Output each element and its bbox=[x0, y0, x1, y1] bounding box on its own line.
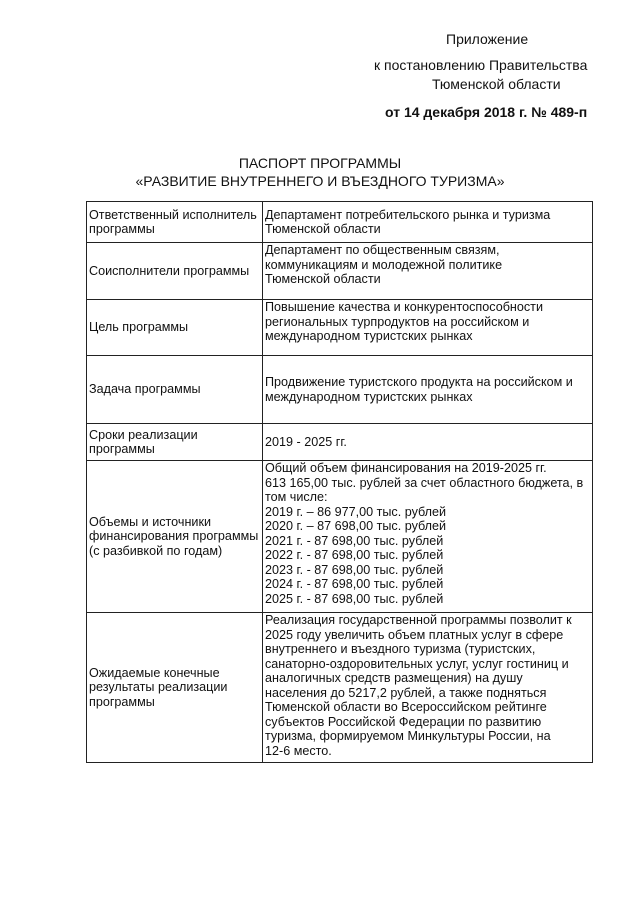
row-label: Ожидаемые конечные результаты реализации программы bbox=[87, 613, 263, 763]
document-title: ПАСПОРТ ПРОГРАММЫ bbox=[238, 155, 402, 171]
region-name: Тюменской области bbox=[432, 76, 561, 92]
program-name: «РАЗВИТИЕ ВНУТРЕННЕГО И ВЪЕЗДНОГО ТУРИЗМА» bbox=[135, 173, 505, 189]
row-value: Общий объем финансирования на 2019-2025 гг. 613 165,00 тыс. рублей за счет областного бюджета, в том числе: 2019 г. – 86 977,00 тыс. рублей 2020 г. – 87 698,00 тыс. рублей 2021 г. - 87 698,00 тыс. рублей 2022 г. - 87 698,00 тыс. рублей 2023 г. - 87 698,00 тыс. рублей 2024 г. - 87 698,00 тыс. рублей 2025 г. - 87 698,00 тыс. рублей bbox=[263, 461, 593, 613]
table-row bbox=[87, 424, 593, 461]
row-value: 2019 - 2025 гг. bbox=[263, 424, 593, 461]
row-value: Продвижение туристского продукта на российском и международном туристских рынках bbox=[263, 356, 593, 424]
table-row bbox=[87, 300, 593, 356]
row-value: Реализация государственной программы позволит к 2025 году увеличить объем платных услуг в сфере внутреннего и въездного туризма (туристских, санаторно-оздоровительных услуг, услуг гостиниц и аналогичных средств размещения) на душу населения до 5217,2 рублей, а также подняться Тюменской области во Всероссийском рейтинге субъектов Российской Федерации по развитию туризма, формируемом Минкультуры России, на 12-6 место. bbox=[263, 613, 593, 763]
row-value: Департамент по общественным связям, коммуникациям и молодежной политике Тюменской области bbox=[263, 243, 593, 300]
row-label: Цель программы bbox=[87, 300, 263, 356]
resolution-date-number: от 14 декабря 2018 г. № 489-п bbox=[385, 104, 588, 120]
resolution-reference: к постановлению Правительства bbox=[374, 57, 588, 73]
program-passport-table bbox=[86, 201, 593, 763]
row-label: Ответственный исполнитель программы bbox=[87, 202, 263, 243]
table-row bbox=[87, 202, 593, 243]
row-value: Департамент потребительского рынка и туризма Тюменской области bbox=[263, 202, 593, 243]
row-label: Сроки реализации программы bbox=[87, 424, 263, 461]
table-row bbox=[87, 613, 593, 763]
table-row bbox=[87, 461, 593, 613]
appendix-label: Приложение bbox=[446, 31, 529, 47]
row-label: Объемы и источники финансирования программы (с разбивкой по годам) bbox=[87, 461, 263, 613]
row-label: Задача программы bbox=[87, 356, 263, 424]
table-row bbox=[87, 356, 593, 424]
table-row bbox=[87, 243, 593, 300]
row-value: Повышение качества и конкурентоспособности региональных турпродуктов на российском и международном туристских рынках bbox=[263, 300, 593, 356]
row-label: Соисполнители программы bbox=[87, 243, 263, 300]
